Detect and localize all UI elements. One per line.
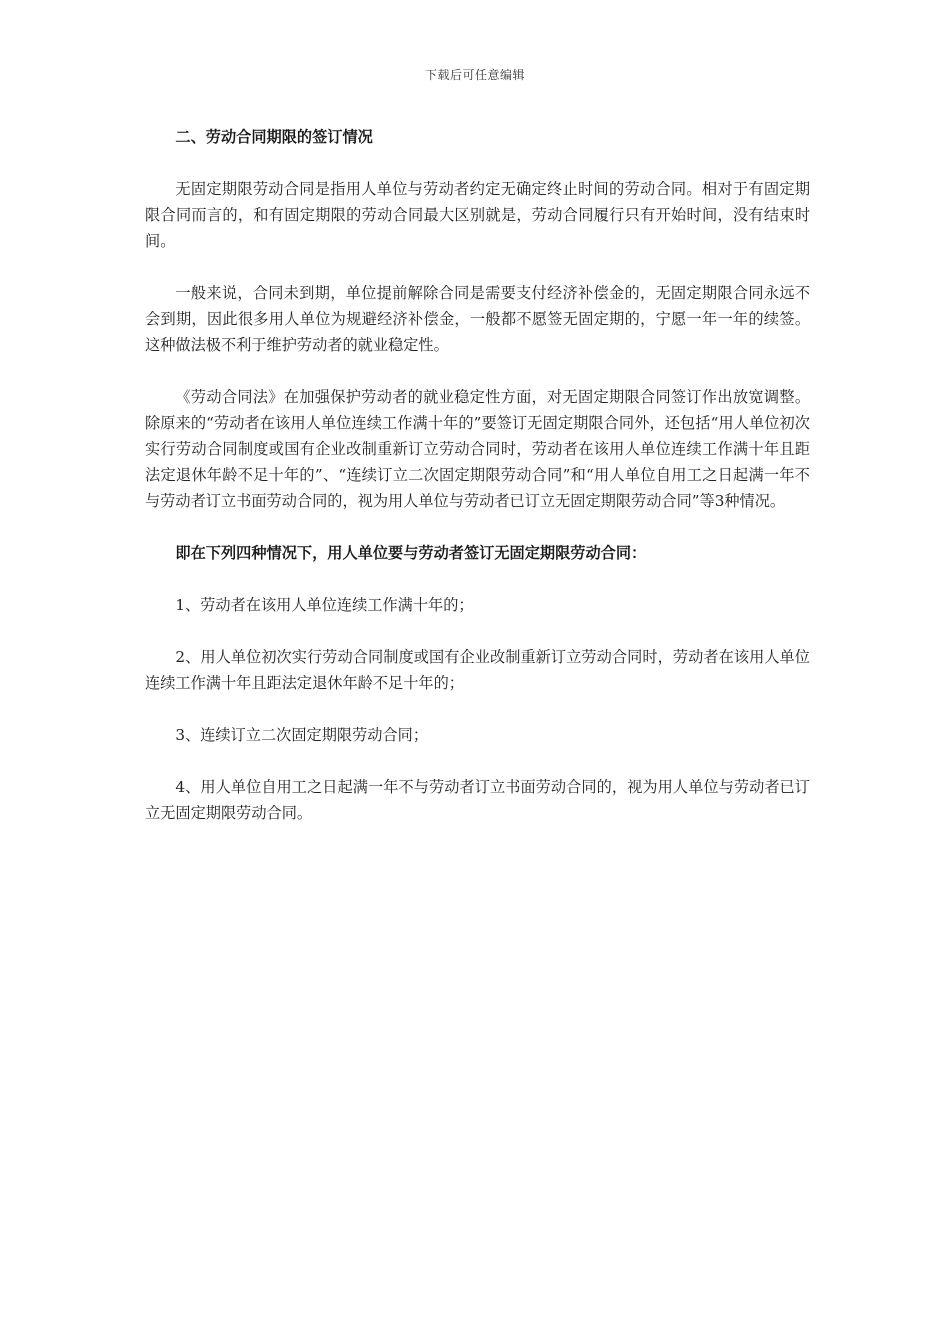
list-item: 2、用人单位初次实行劳动合同制度或国有企业改制重新订立劳动合同时，劳动者在该用人单位连续工作满十年且距法定退休年龄不足十年的； xyxy=(145,648,810,692)
paragraph-law: 《劳动合同法》在加强保护劳动者的就业稳定性方面，对无固定期限合同签订作出放宽调整。除原来的“劳动者在该用人单位连续工作满十年的”要签订无固定期限合同外，还包括“用人单位初次实行劳动合同制度或国有企业改制重新订立劳动合同时，劳动者在该用人单位连续工作满十年且距法定退休年龄不足十年的”、“连续订立二次固定期限劳动合同”和“用人单位自用工之日起满一年不与劳动者订立书面劳动合同的，视为用人单位与劳动者已订立无固定期限劳动合同”等3种情况。 xyxy=(145,388,810,510)
list-heading: 即在下列四种情况下，用人单位要与劳动者签订无固定期限劳动合同： xyxy=(175,544,647,562)
list-item: 4、用人单位自用工之日起满一年不与劳动者订立书面劳动合同的，视为用人单位与劳动者已订立无固定期限劳动合同。 xyxy=(145,778,810,822)
list-item: 1、劳动者在该用人单位连续工作满十年的； xyxy=(175,596,474,614)
header-note: 下载后可任意编辑 xyxy=(424,68,525,82)
spacer xyxy=(145,514,810,540)
spacer xyxy=(145,150,810,176)
spacer xyxy=(145,566,810,592)
paragraph-general: 一般来说，合同未到期，单位提前解除合同是需要支付经济补偿金的，无固定期限合同永远不会到期，因此很多用人单位为规避经济补偿金，一般都不愿签无固定期的，宁愿一年一年的续签。这种做法极不利于维护劳动者的就业稳定性。 xyxy=(145,284,810,354)
spacer xyxy=(145,618,810,644)
list-item: 3、连续订立二次固定期限劳动合同； xyxy=(175,726,429,744)
paragraph-definition: 无固定期限劳动合同是指用人单位与劳动者约定无确定终止时间的劳动合同。相对于有固定期限合同而言的，和有固定期限的劳动合同最大区别就是，劳动合同履行只有开始时间，没有结束时间。 xyxy=(145,180,810,250)
spacer xyxy=(145,748,810,774)
article-body xyxy=(145,124,810,826)
spacer xyxy=(145,358,810,384)
spacer xyxy=(145,696,810,722)
spacer xyxy=(145,254,810,280)
section-heading: 二、劳动合同期限的签订情况 xyxy=(175,128,373,146)
